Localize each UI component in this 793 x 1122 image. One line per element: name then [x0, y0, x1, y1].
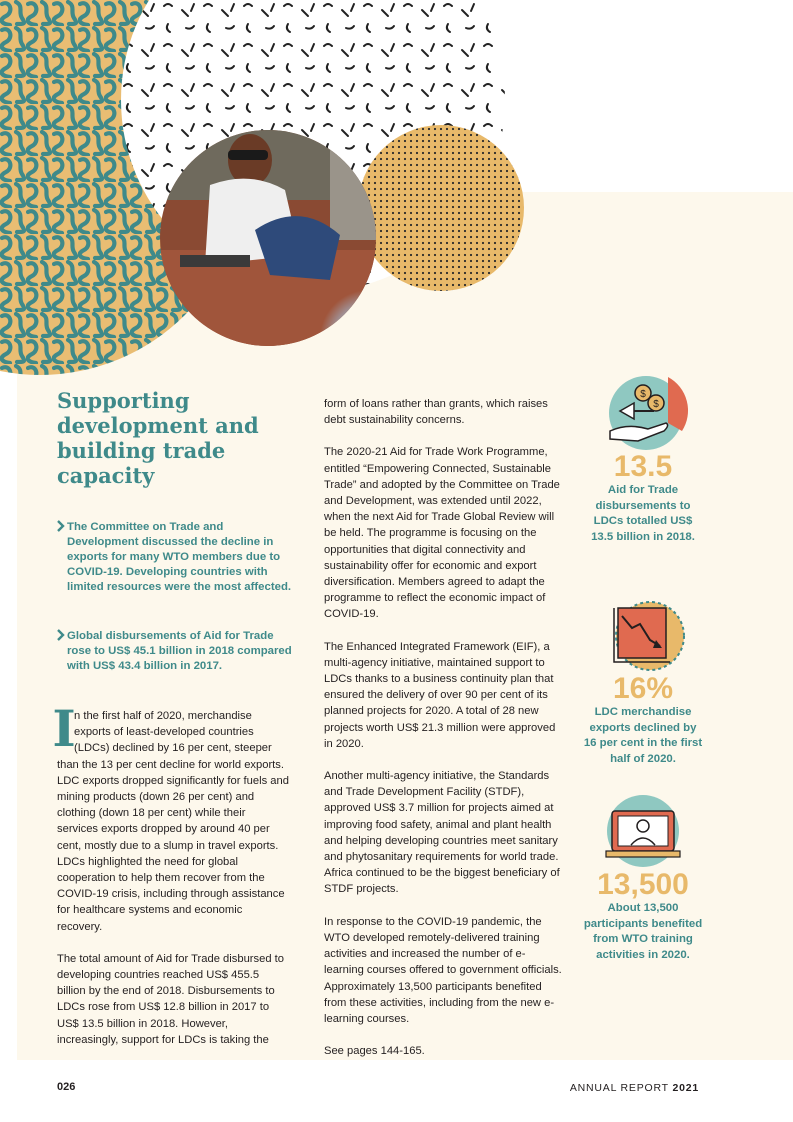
body-paragraph: The 2020-21 Aid for Trade Work Programme, entitled “Empowering Connected, Sustainable Trade” and adopted by the Committee on Trade and Development, was extended until 2022, when the next Aid for Trade Global Review will be held. The programme is focusing on the opportunities that digital connectivity and sustainability offer for economic and export diversification. Members agreed to adapt the programme to reflect the economic impact of COVID-19. [324, 446, 560, 621]
body-paragraph: form of loans rather than grants, which raises debt sustainability concerns. [324, 398, 548, 427]
body-paragraph: The Enhanced Integrated Framework (EIF), a multi-agency initiative, maintained support to LDCs thanks to a business continuity plan that ensured the delivery of over 90 per cent of its planned projects for 2020. A total of 28 new projects worth US$ 21.3 million were approved in 2020. [324, 640, 556, 750]
svg-text:I: I [52, 699, 76, 758]
stat-ldc-exports: 16% LDC merchandise exports declined by 16 per cent in the first half of 2020. [583, 600, 703, 767]
svg-text:$: $ [653, 399, 659, 410]
money-exchange-icon [598, 373, 688, 453]
svg-text:$: $ [640, 389, 646, 400]
page-title: Supporting development and building trade capacity [57, 388, 259, 488]
declining-chart-icon [598, 600, 688, 675]
stat-aid-for-trade: $ $ 13.5 Aid for Trade disbursements to LDCs totalled US$ 13.5 billion in 2018. [583, 373, 703, 545]
online-training-icon [598, 793, 688, 871]
header-illustration [0, 0, 793, 380]
body-column-left [52, 699, 289, 1064]
pattern-circle-dots [358, 125, 524, 291]
see-pages-reference: See pages 144-165. [324, 1045, 425, 1058]
highlight-item: The Committee on Trade and Development discussed the decline in exports for many WTO members due to COVID-19. Developing countries with limited resources were the most affected. [57, 520, 297, 595]
body-paragraph: I n the first half of 2020, merchandise exports of least-developed countries (LDCs) declined by 16 per cent, steeper than the 13 per cent decline for world exports. LDC exports dropped significantly for fuels and mining products (down 26 per cent) and clothing (down 18 per cent) while their services exports dropped by around 40 per cent, mostly due to a slump in travel exports. LDCs highlighted the need for global cooperation to help them recover from the COVID-19 crisis, including through assistance for healthcare systems and economic recovery. [52, 699, 289, 933]
chevron-right-icon [57, 520, 65, 537]
chevron-right-icon [57, 629, 65, 646]
report-label: ANNUAL REPORT 2021 [569, 1082, 699, 1094]
body-paragraph: The total amount of Aid for Trade disbursed to developing countries reached US$ 455.5 billion by the end of 2018. Disbursements to LDCs rose from US$ 12.8 billion in 2017 to US$ 13.5 billion in 2018. However, increasingly, support for LDCs is taking the [57, 952, 284, 1046]
body-column-middle [324, 396, 564, 1075]
highlight-item: Global disbursements of Aid for Trade rose to US$ 45.1 billion in 2018 compared with US$ 43.4 billion in 2017. [57, 629, 297, 674]
dropcap [52, 699, 76, 758]
stat-training: 13,500 About 13,500 participants benefited from WTO training activities in 2020. [583, 793, 703, 963]
body-paragraph: Another multi-agency initiative, the Standards and Trade Development Facility (STDF), approved US$ 3.7 million for projects aimed at improving food safety, animal and plant health and helping developing countries meet sanitary and phytosanitary requirements for world trade. Africa continued to be the biggest beneficiary of STDF projects. [324, 770, 560, 896]
page-number: 026 [57, 1081, 76, 1093]
body-paragraph: In response to the COVID-19 pandemic, the WTO developed remotely-delivered training activities and increased the number of e-learning courses offered to government officials. Approximately 13,500 participants benefited from these activities, including from the new e-learning courses. [324, 915, 562, 1025]
